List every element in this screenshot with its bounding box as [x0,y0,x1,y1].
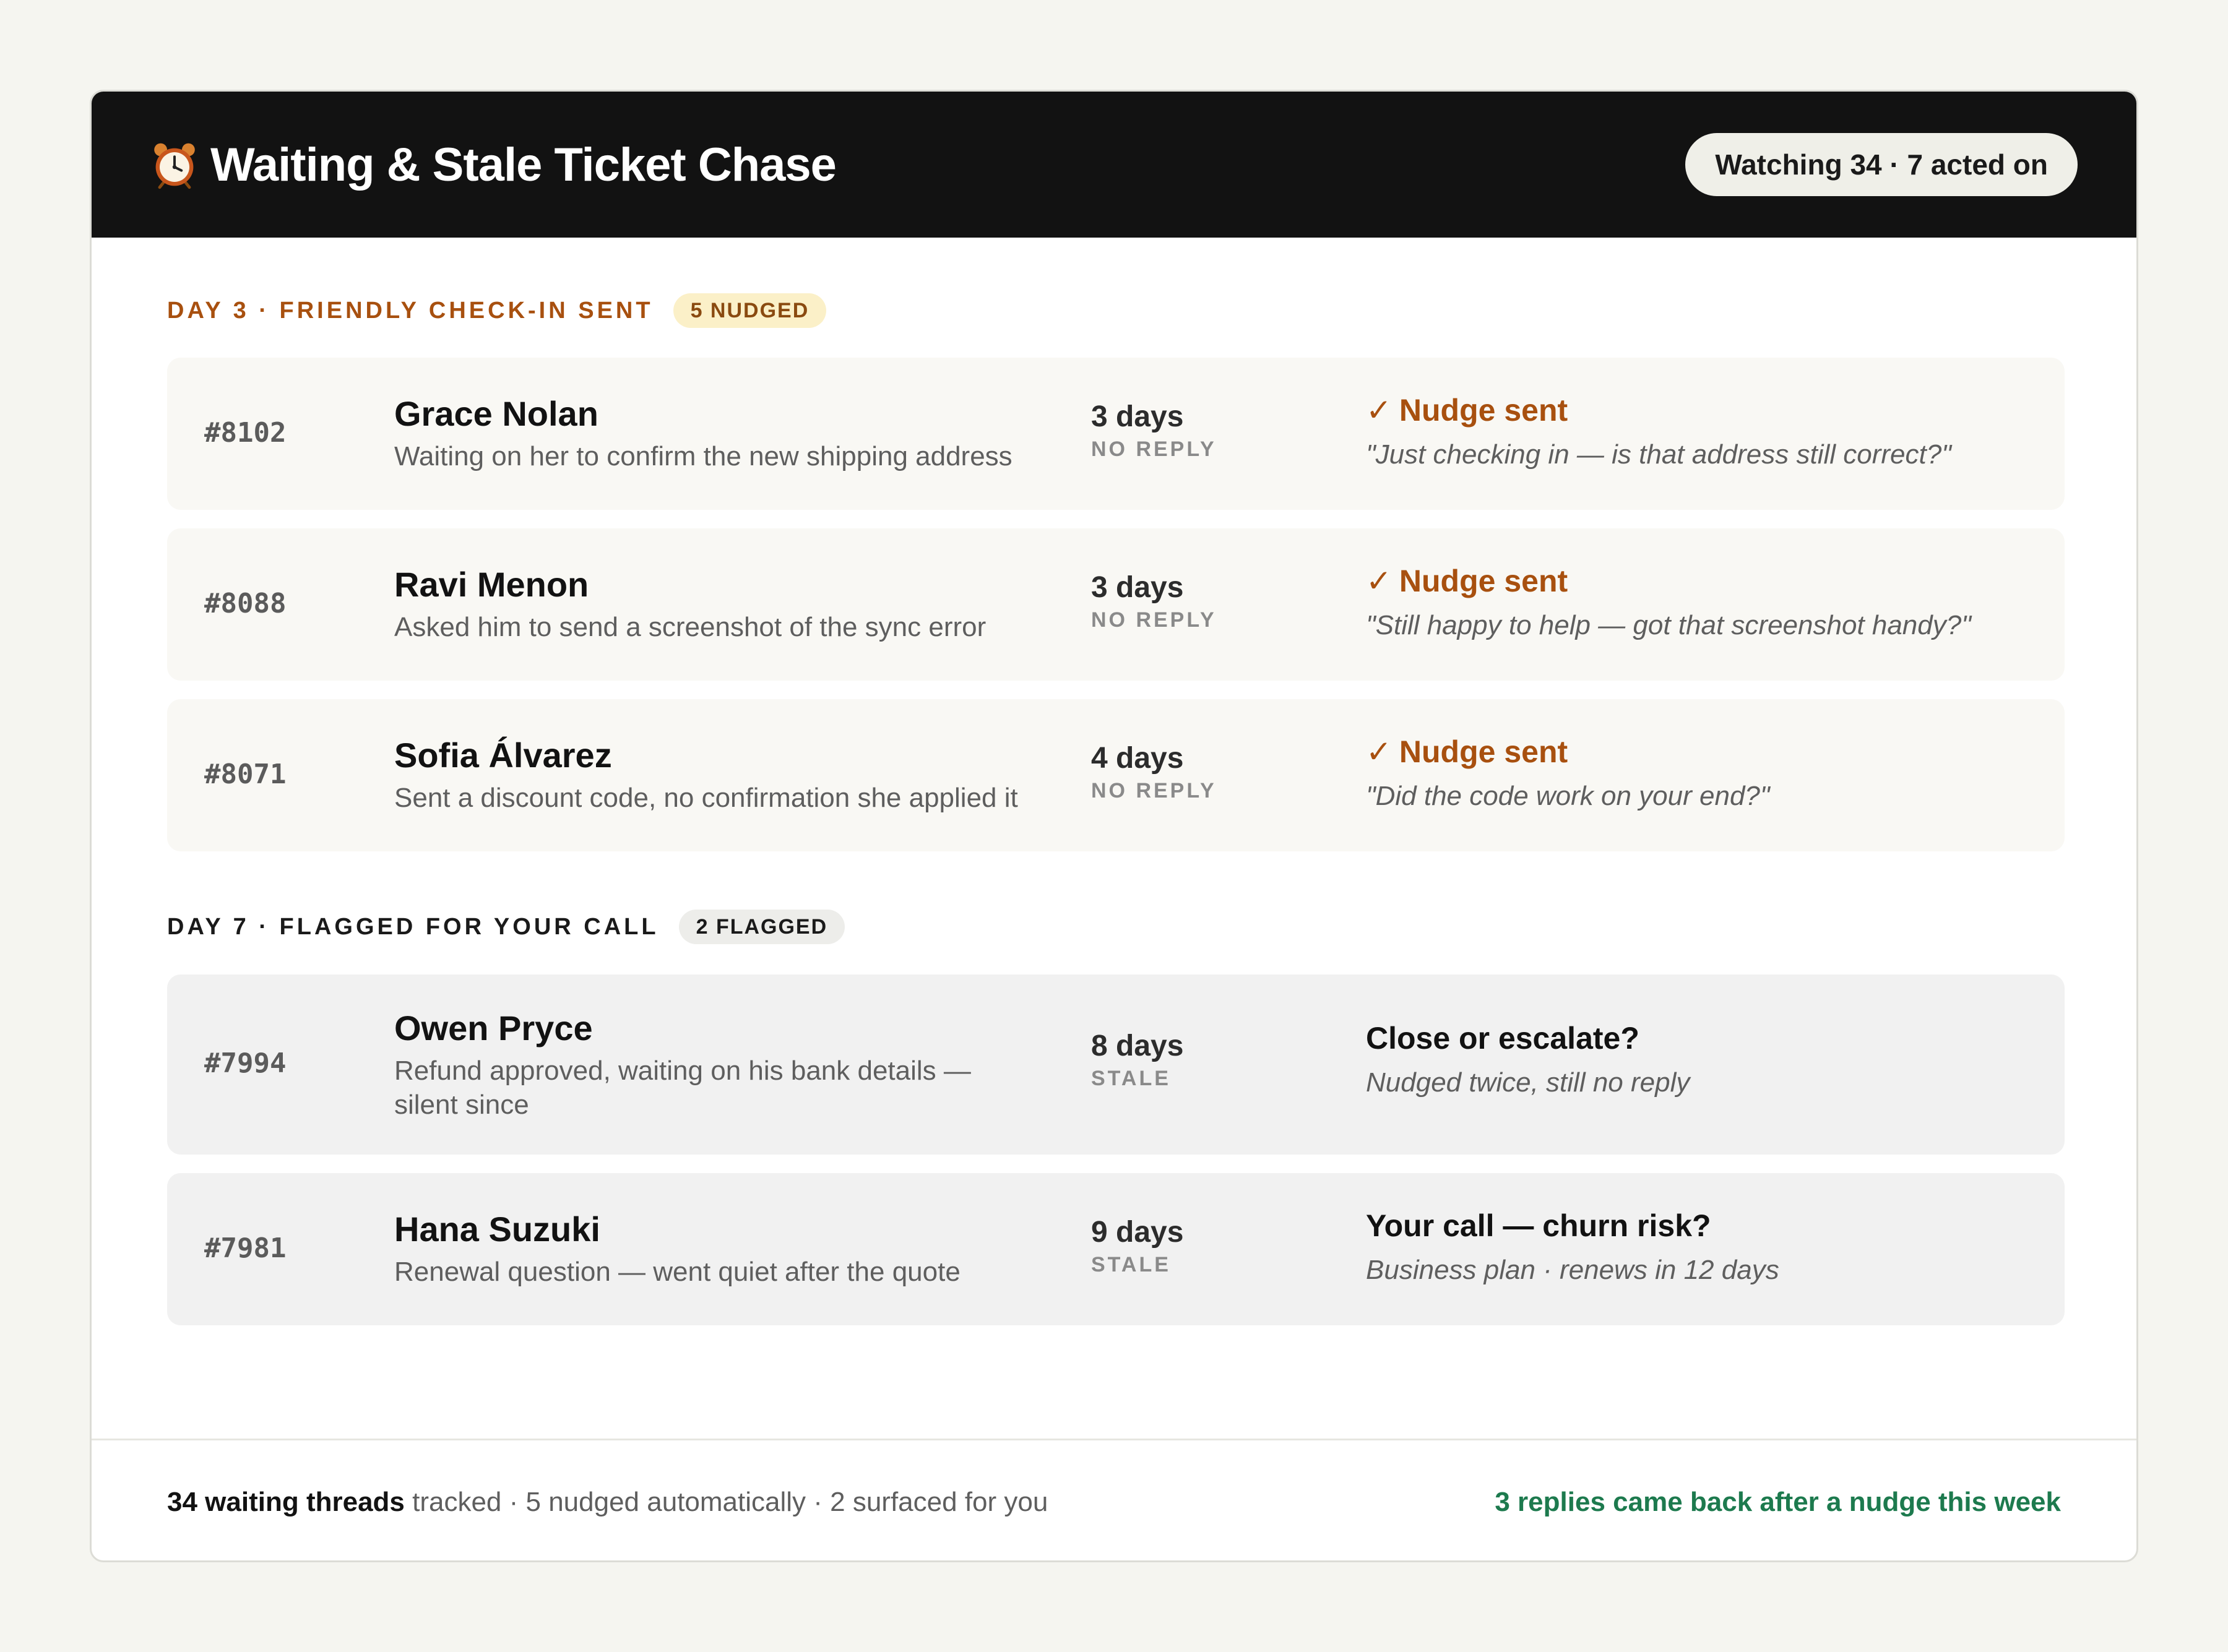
replies-summary: 3 replies came back after a nudge this week [1495,1487,2061,1517]
nudged-count-badge: 5 NUDGED [673,293,827,328]
nudge-status-label: Nudge sent [1399,393,1568,428]
action-cell [1366,735,2034,813]
section-label: DAY 3 · FRIENDLY CHECK-IN SENT [167,297,654,324]
decision-prompt: Your call — churn risk? [1366,1208,1711,1243]
days-waiting: 3 days [1091,571,1184,604]
waiting-reason: Asked him to send a screenshot of the sync error [394,611,987,642]
panel-footer [92,1439,2136,1562]
decision-prompt: Close or escalate? [1366,1021,1639,1056]
customer-name: Sofia Álvarez [394,736,612,775]
waiting-age [1091,1030,1183,1091]
waiting-age [1091,401,1217,462]
nudge-status-label: Nudge sent [1399,734,1568,769]
days-waiting: 8 days [1091,1030,1184,1062]
nudge-message: "Just checking in — is that address still correct?" [1366,439,1951,470]
waiting-age [1091,1216,1183,1277]
section-header-day7 [167,910,845,944]
waiting-reason: Refund approved, waiting on his bank details — silent since [394,1055,971,1120]
nudge-message: "Still happy to help — got that screenshot handy?" [1366,610,1971,640]
customer-info [394,1009,1019,1122]
customer-name: Grace Nolan [394,394,598,433]
action-cell [1366,1209,2034,1287]
section-header-day3 [167,293,826,328]
waiting-age [1091,742,1217,803]
panel-header [92,92,2136,238]
reply-status: NO REPLY [1091,778,1217,802]
tracking-summary [167,1487,1048,1518]
days-waiting: 9 days [1091,1216,1184,1249]
days-waiting: 3 days [1091,400,1184,433]
waiting-reason: Sent a discount code, no confirmation she applied it [394,782,1018,813]
customer-info [394,1210,1069,1289]
action-cell [1366,394,2034,471]
ticket-id: #8102 [204,417,287,449]
ticket-id: #7981 [204,1233,287,1264]
waiting-reason: Renewal question — went quiet after the quote [394,1256,961,1287]
section-label: DAY 7 · FLAGGED FOR YOUR CALL [167,913,659,940]
action-cell [1366,564,2034,642]
nudge-message: "Did the code work on your end?" [1366,781,1770,811]
customer-info [394,395,1069,473]
alarm-clock-icon [150,140,199,189]
check-icon: ✓ [1366,393,1392,428]
tracking-details: tracked · 5 nudged automatically · 2 surfaced for you [404,1487,1048,1517]
reply-status: NO REPLY [1091,437,1217,461]
reply-status: NO REPLY [1091,608,1217,632]
reply-status: STALE [1091,1252,1171,1276]
decision-context: Nudged twice, still no reply [1366,1067,1690,1098]
waiting-reason: Waiting on her to confirm the new shipping address [394,441,1013,471]
check-icon: ✓ [1366,564,1392,598]
ticket-row[interactable] [167,528,2065,681]
ticket-row[interactable] [167,358,2065,510]
customer-name: Owen Pryce [394,1009,593,1048]
customer-info [394,736,1069,815]
waiting-threads-count: 34 waiting threads [167,1487,405,1517]
decision-context: Business plan · renews in 12 days [1366,1255,1779,1285]
nudge-status-label: Nudge sent [1399,564,1568,598]
ticket-id: #7994 [204,1048,287,1079]
ticket-row[interactable] [167,699,2065,851]
customer-name: Ravi Menon [394,565,589,604]
check-icon: ✓ [1366,734,1392,769]
flagged-count-badge: 2 FLAGGED [679,910,845,944]
title-group [150,138,836,192]
ticket-chase-panel [90,90,2138,1562]
nudge-status [1366,735,2034,769]
nudge-status [1366,564,2034,598]
ticket-id: #8071 [204,759,287,790]
watching-summary-badge: Watching 34 · 7 acted on [1685,133,2078,196]
ticket-row[interactable] [167,1173,2065,1325]
page-title: Waiting & Stale Ticket Chase [210,138,836,191]
waiting-age [1091,572,1217,632]
nudge-status [1366,394,2034,428]
ticket-row[interactable] [167,974,2065,1155]
action-cell [1366,1022,2034,1099]
ticket-id: #8088 [204,588,287,619]
customer-info [394,566,1069,644]
days-waiting: 4 days [1091,742,1184,775]
reply-status: STALE [1091,1066,1171,1090]
customer-name: Hana Suzuki [394,1210,600,1249]
